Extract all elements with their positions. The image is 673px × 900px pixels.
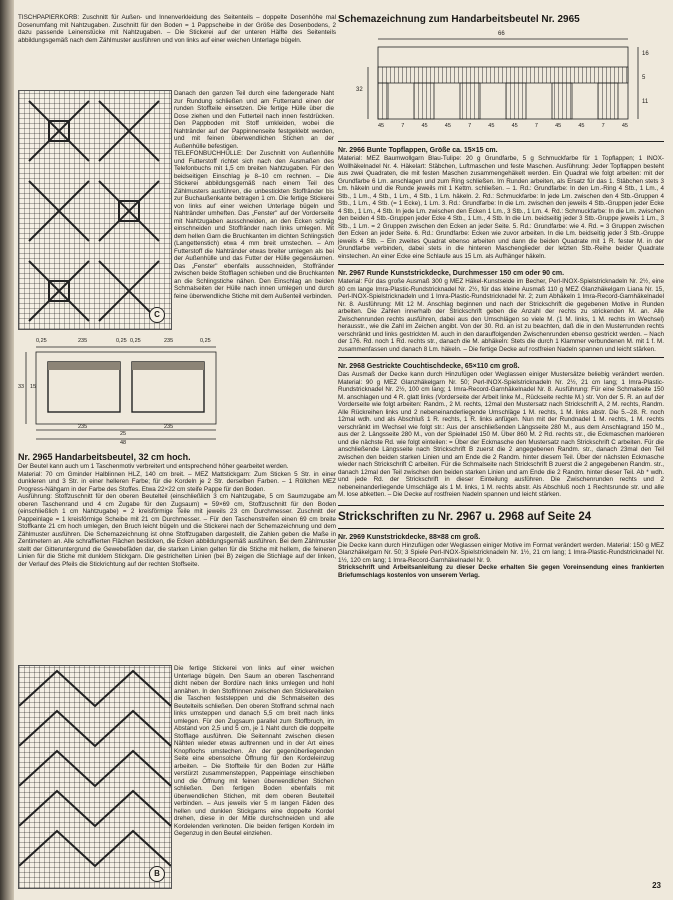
heading-2968: Nr. 2968 Gestrickte Couchtischdecke, 65×110 cm groß. [338,363,520,370]
pattern-b-label: B [149,866,165,882]
pattern-c-motif [19,91,171,329]
divider-4 [338,505,664,506]
schema-title: Schemazeichnung zum Handarbeitsbeutel Nr. 2965 [338,14,580,25]
pattern-c-label: C [149,307,165,323]
heading-2966: Nr. 2966 Bunte Topflappen, Größe ca. 15×15 cm. [338,147,498,154]
dim-bottom-4: 48 [120,440,127,446]
text-2968: Das Ausmaß der Decke kann durch Hinzufügen oder Weglassen einiger Mustersätze beliebig verändert werden. Material: 90 g MEZ Glanzhäkelgarn Nr. 50; Perl-INOX-Spielstricknadeln Nr. 2½, 21 cm lang; 1 Imra-Plastic-Rundstricknadel Nr. 2½, 100 cm lang; 1 Imra-Record-Garnhäkelnadel Nr. 8. Ausführung: Für eine Schmalseite 150 M. anschlagen und 4 R. glatt links (Vorderseite der Arbeit linke M., Rückseite rechte M.) str. Von der 5. R. an auf der Vorderseite wie folgt arbeiten: Randm., 2 M. rechts, 12mal den Mustersatz nach Strickschrift A, 2 M. rechts, Randm. Alle Rückreihen links und 2 nebeneinanderliegende Umschläge 1 M. rechts, 1 M. links abstr. Die 5.–28. R. noch 12mal wdh. und als Abschluß 1 R. rechts, 1 R. links anfügen. Nun mit der Rundnadel 1 M. rechts, 1 M. rechts verschränkt im Wechsel wie folgt str.: Aus der anschließenden Längsseite 280 M., aus dem Anschlagrand 150 M., aus der 2. Längsseite 280 M., von der Spielnadel 150 M. Über 860 M. 2 Rd. rechts str., die Eckmaschen markieren und die nächste Rd. wie folgt einteilen: = Über der Eckmasche den Mustersatz nach Strickschrift C arbeiten. Für die anschließende Längsseite nach Strickschrift B zuerst die 2 angegebenen Randm. str., danach 23mal den Teil zwischen den beiden starken Linien und am Ende die 2 Randm. hinter diesem Teil. Über der nächsten Eckmasche wieder nach Strickschrift C arbeiten. Für die Schmalseite nach Strickschrift B zuerst die 2 angegebenen Randm. str., danach 12mal den Teil zwischen den beiden starken Linien und am Ende die 2 Randm. hinter dieser Teil. Ab * wdh. und jede Rd. der Strickschrift in dieser Einteilung ausführen. Die Zwischenrunden rechts und 2 nebeneinanderliegende Umschläge als 1 M. links, 1 M. rechts abstr. Als Abschluß noch 1 Rechtsrunde str. und alle M. lose abketten. – Die Decke auf rostfreien Nadeln spannen und leicht stärken. [338,371,664,498]
text-2969-note: Strickschrift und Arbeitsanleitung zu dieser Decke erhalten Sie gegen Voreinsendung eines frankierten Briefumschlags kostenlos von unserem Verlag. [338,564,664,579]
right-column [338,14,664,579]
heading-2969: Nr. 2969 Kunststrickdecke, 88×88 cm groß. [338,533,481,541]
dim-top-3: 0,25 [116,338,127,344]
schema-base-labels [378,123,628,129]
base-10: 45 [578,123,585,129]
base-7: 45 [511,123,518,129]
dim-top-2: 235 [78,338,88,344]
base-5: 7 [468,123,472,129]
base-12: 45 [621,123,628,129]
heading-2965: Nr. 2965 Handarbeitsbeutel, 32 cm hoch. [18,452,191,462]
dim-top-5: 235 [164,338,174,344]
stitch-pattern-c [18,90,172,330]
schema-left: 32 [356,87,363,93]
text-2966: Material: MEZ Baumwollgarn Blau-Tulipe: 20 g Grundfarbe, 5 g Schmuckfarbe für 1 Topflappen; 1 INOX-Wollhäkelnadel Nr. 4. Häkelart: Stäbchen, Luftmaschen und feste Maschen. Ausführung: Jeder Topflappen besteht aus zwei Quadraten, die mit festen Maschen zusammengehäkelt werden. Ein Quadrat wie folgt arbeiten: mit der Grundfarbe 6 Lm. anschlagen und zum Ring schließen. Im Runden arbeiten, als Ersatz für das 1. Stäbchen stets 3 Lm. häkeln und die Runde jeweils mit 1 Kettm. schließen. – 1. Rd.: Grundfarbe: In den Lm.-Ring 4 Stb., 1 Lm., 4 Stb., 1 Lm., 4 Stb., 1 Lm., 4 Stb., 1 Lm. häkeln. 2. Rd.: Schmuckfarbe: In jede Lm. zwischen den 4 Stb.-Gruppen 4 Stb., 1 Lm., 4 Stb. (= 1 Ecke), 1 Lm. 3. Rd.: Grundfarbe: In die Lm. zwischen den jeweils 4 Stb.-Gruppen jeder Ecke 4 Stb., 1 Lm., 4 Stb. In jede Lm. zwischen den Ecken 1 Lm., 3 Stb., 1 Lm. 4. Rd.: Schmuckfarbe: In die Lm. zwischen den beiden 4 Stb.-Gruppen jeder Ecke 4 Stb., 1 Lm., 4 Stb. In die Lm. beidseitig jeder 3 Stb.-Gruppe jeweils 1 Lm., 3 Stb., 1 Lm. = 2 Gruppen zwischen den Ecken an jeder Seite. 5. Rd.: Grundfarbe: wie 4. Rd. = 3 Gruppen zwischen den Ecken an jeder Seite. 6. Rd.: Grundfarbe: Ecken wie zuvor arbeiten. In die Lm. beidseitig jeder 3 Stb.-Gruppe jeweils 4 Stb. – Ein zweites Quadrat ebenso arbeiten und dann die beiden Quadrate mit 1 R. fester M. in der Grundfarbe verbinden, dabei stets in die hinteren Maschenglieder der letzten Stb.-Reihe beider Quadrate einstechen. An einer Ecke eine Schlaufe aus 15 Lm. als Aufhänger häkeln. [338,155,664,260]
handarbeitsbeutel-section [18,452,336,568]
schema-h2: 5 [642,75,646,81]
heading-2967: Nr. 2967 Runde Kunststrickdecke, Durchmesser 150 cm oder 90 cm. [338,270,565,277]
dim-top-4: 0,25 [130,338,141,344]
text-2969: Die Decke kann durch Hinzufügen oder Weglassen einiger Motive im Format verändert werden. Material: 150 g MEZ Glanzhäkelgarn Nr. 50; 3 Spiele Perl-INOX-Spielstricknadeln Nr. 1½, 21 cm lang; 1 Imra-Plastic-Rundstricknadel Nr. 1½, 120 cm lang; 1 Imra-Record-Garnhäkelnadel Nr. 9. [338,541,664,564]
schema-diagram-svg [338,31,664,137]
dim-left-2: 15 [30,384,37,390]
tischpapierkorb-text-cont: Danach den ganzen Teil durch eine fadengerade Naht zur Rundung schließen und am Futterrand einen der runden Stoffteile einsetzen. Die fertige Hülle über die Dose ziehen und den Futterteil nach innen festdrücken. Den Pappboden mit Stoff umkleiden, wobei die Nahtränder auf der Pappinnenseite festgeklebt werden, und mit feinen überwendlichen Stichen an der Außenhülle befestigen. [174,90,334,150]
text-2965-intro: Der Beutel kann auch um 1 Taschenmotiv verbreitert und entsprechend höher gearbeitet werden. [18,463,289,470]
base-3: 45 [421,123,428,129]
divider-3 [338,357,664,358]
banner-strickschriften: Strickschriften zu Nr. 2967 u. 2968 auf Seite 24 [338,510,592,523]
schema-h3: 11 [642,99,649,105]
pattern-b-motif [19,666,171,888]
dim-top-6: 0,25 [200,338,211,344]
text-2965-ausfuehrung: Ausführung: Stoffzuschnitt für den oberen Beutelteil (einschließlich 3 cm Nahtzugabe, 5 cm Saumzugabe am oberen Taschenrand und 4 cm Zugabe für den Zugsaum) = 59×69 cm, Stoffzuschnitt für den Boden (einschließlich 1 cm Nahtzugabe) = 2 kreisförmige Teile mit jeweils 23 cm Durchmesser. Zuschnitt der Pappeinlage = 1 kreisförmige Scheibe mit 21 cm Durchmesser. – Für den Taschenstreifen einen 69 cm breite Stoffkante 21 cm hoch umlegen, den Bruch leicht bügeln und die Stickerei nach der Schemazeichnung und dem Zählmuster ausführen. Die Schemazeichnung ist ohne Stoffzugaben dargestellt, die Zahlen geben die Maße in Zentimetern an. Alle schraffierten Flächen besticken, die Ecken abbildungsgemäß ausführen. Bei dem Zählmuster stellt der Gitteruntergrund die Gewebefäden dar, die starken Linien gelten für die Stiche mit hellem, die feineren Linien für die Stiche mit dunklem Stickgarn. Die gestrichelten Linien (bei B) zeigen die Stichlage auf der linken, der Verlauf des Pfeils die Stickrichtung auf der rechten Stoffseite. [18,493,336,568]
dim-top-1: 0,25 [36,338,47,344]
schema-w: 66 [498,31,505,37]
base-8: 7 [534,123,538,129]
base-4: 45 [444,123,451,129]
left-column-wrap [174,90,334,300]
schema-diagram [338,31,664,137]
divider-1 [338,141,664,142]
text-2967: Material: Für das große Ausmaß 300 g MEZ Häkel-Kunstseide im Becher, Perl-INOX-Spielstricknadeln Nr. 2½, eine 80 cm lange Imra-Plastic-Rundstricknadel Nr. 2½, für das kleine Ausmaß 110 g MEZ Glanzhäkelgarn Liana Nr. 15, Perl-INOX-Spielstricknadeln und 1 Imra-Plastic-Rundstricknadel Nr. 2; zum Abhäkeln 1 Imra-Record-Garnhäkelnadel Nr. 8. Ausführung: Mit 12 M. Anschlag beginnen und nach der Strickschrift die gegebenen Motive in Runden arbeiten. Die Zahlen innerhalb der Strickschrift geben die Anzahl der rechts zu strickenden M. an. Alle Zwischenrunden rechts ausführen, dabei aus den Umschlägen so viele M. (1 M. links, 1 M. rechts im Wechsel) herausstr., wie die Zahl im Zeichen angibt. Von der 30. Rd. an ist zu beachten, daß die in den Musterrunden rechts verschränkt und links gestrickten M. auch in den darauffolgenden Zwischenrunden ebenso gestrickt werden. – Nach der 176. Rd. noch 1 Rd. rechts str., danach die M. abhäkeln: Stets die durch 1 Klammer verbundenen M. mit 1 f. M. zusammenfassen und danach 8 Lm. häkeln. – Die fertige Decke auf rostfreien Nadeln spannen und leicht stärken. [338,278,664,353]
schema-h1: 16 [642,51,649,57]
telefonbuchhuelle-text: TELEFONBUCHHÜLLE: Der Zuschnitt von Außenhülle und Futterstoff richtet sich nach den Ausmaßen des Telefonbuchs mit 1,5 cm breiten Nahtzugaben. Für den beidseitigen Einschlag je 8–10 cm rechnen. – Die Stickerei abbildungsgemäß nach einem Teil des Zählmusters ausführen, die unbestickten Stoffränder bis zur Buchaußenkante betragen 1 cm. Die fertige Stickerei von links auf einer weichen Unterlage bügeln und Nahtränder umheften. Das „Fenster" auf der Vorderseite mit Nahtzugaben ausschneiden, an den Ecken schräg einschneiden und Stoffränder nach links umlegen. Mit dem hellen Garn die Bruchkanten im dichten Schlingstich (Langettenstich) etwa 4 mm breit umstechen. – Am Futterstoff die Nahtränder etwas breiter umlegen als bei der Außenhülle und das Futter der Hülle gegensäumen. Das „Fenster" ebenfalls ausschneiden, Stoffränder zwischen beide Stofflagen schieben und die Bruchkanten an die Schlingstiche nähen. Den Einschlag an beiden Schmalseiten der Hülle nach innen umlegen und durch feine überwendliche Stiche mit dem Außenteil verbinden. [174,150,334,300]
base-9: 45 [555,123,562,129]
base-11: 7 [601,123,605,129]
text-2965-continue: Die fertige Stickerei von links auf einer weichen Unterlage bügeln. Den Saum an oberen Taschenrand dicht neben der Bordüre nach links umlegen und hohl annähen. In den Stoffrinnen zwischen den Stickereiteilen die Taschen feststeppen und die Schmalseiten des Beutelteils schließen. Den oberen Stoffrand schmal nach links umsteppen und danach 5,5 cm breit nach links umlegen. Für den Zugsaum parallel zum Stoffbruch, im Abstand von 2,5 und 5 cm, je 1 Naht durch die doppelte Stofflage ausführen. Die Seitennaht zwischen diesen Nähten wieder etwas auftrennen und in der Art eines Knopflochs umstechen. An der gegenüberliegenden Seite eine ebensolche Öffnung für den Kordeleinzug arbeiten. – Die Stoffteile für den Boden zur Hälfte verstürzt zusammensteppen, Pappeinlage einschieben und die Öffnung mit feinen überwendlichen Stichen schließen. Den fertigen Boden ebenfalls mit überwendlichen Stichen, mit dem oberen Beutelteil verbinden. – Aus jeweils vier 5 m langen Fäden des hellen und dunklen Stickgarns eine doppelte Kordel drehen, diese in der Mitte durchschneiden und alle Kordelenden verknoten. Die beiden fertigen Kordeln im Gegenzug in den Beutel einziehen. [174,665,334,837]
divider-2 [338,264,664,265]
base-2: 7 [401,123,405,129]
dimension-diagram [18,338,228,448]
text-2965-material: Material: 70 cm Gminder Halblinnen HLZ, 140 cm breit. – MEZ Mattstickgarn: Zum Sticken 5 Str. in einer dunkleren und 3 Str. in einer helleren Farbe; für die Kordeln je 2 Str. derselben Farben. – 1 Röllchen MEZ Progress-Nähgarn in der Farbe des Stoffes. Etwa 22×22 cm steife Pappe für den Boden. [18,470,336,493]
tischpapierkorb-text: TISCHPAPIERKORB: Zuschnitt für Außen- und Innenverkleidung des Seitenteils – doppelte Dosenhöhe mal Dosenumfang mit Nahtzugaben. Zuschnitt für den Boden = 1 Pappscheibe in der Größe des Dosenbodens, 2 dazu passende Leinenstücke mit Nahtzugaben. – Die Stickerei auf der unteren Hälfte des Seitenteils abbildungsgemäß nach dem Zählmuster ausführen und von links auf einer weichen Unterlage bügeln. [18,14,336,44]
dim-bottom-3: 25 [120,431,127,437]
handarbeitsbeutel-cont [174,665,334,838]
page-spine [0,0,14,900]
page-number: 23 [652,881,661,890]
base-6: 45 [488,123,495,129]
dim-bottom-2: 235 [164,424,174,430]
divider-5 [338,528,664,529]
stitch-pattern-b [18,665,172,889]
dim-left: 33 [18,384,25,390]
dim-bottom-1: 235 [78,424,88,430]
base-1: 45 [378,123,385,129]
left-column [18,14,336,44]
